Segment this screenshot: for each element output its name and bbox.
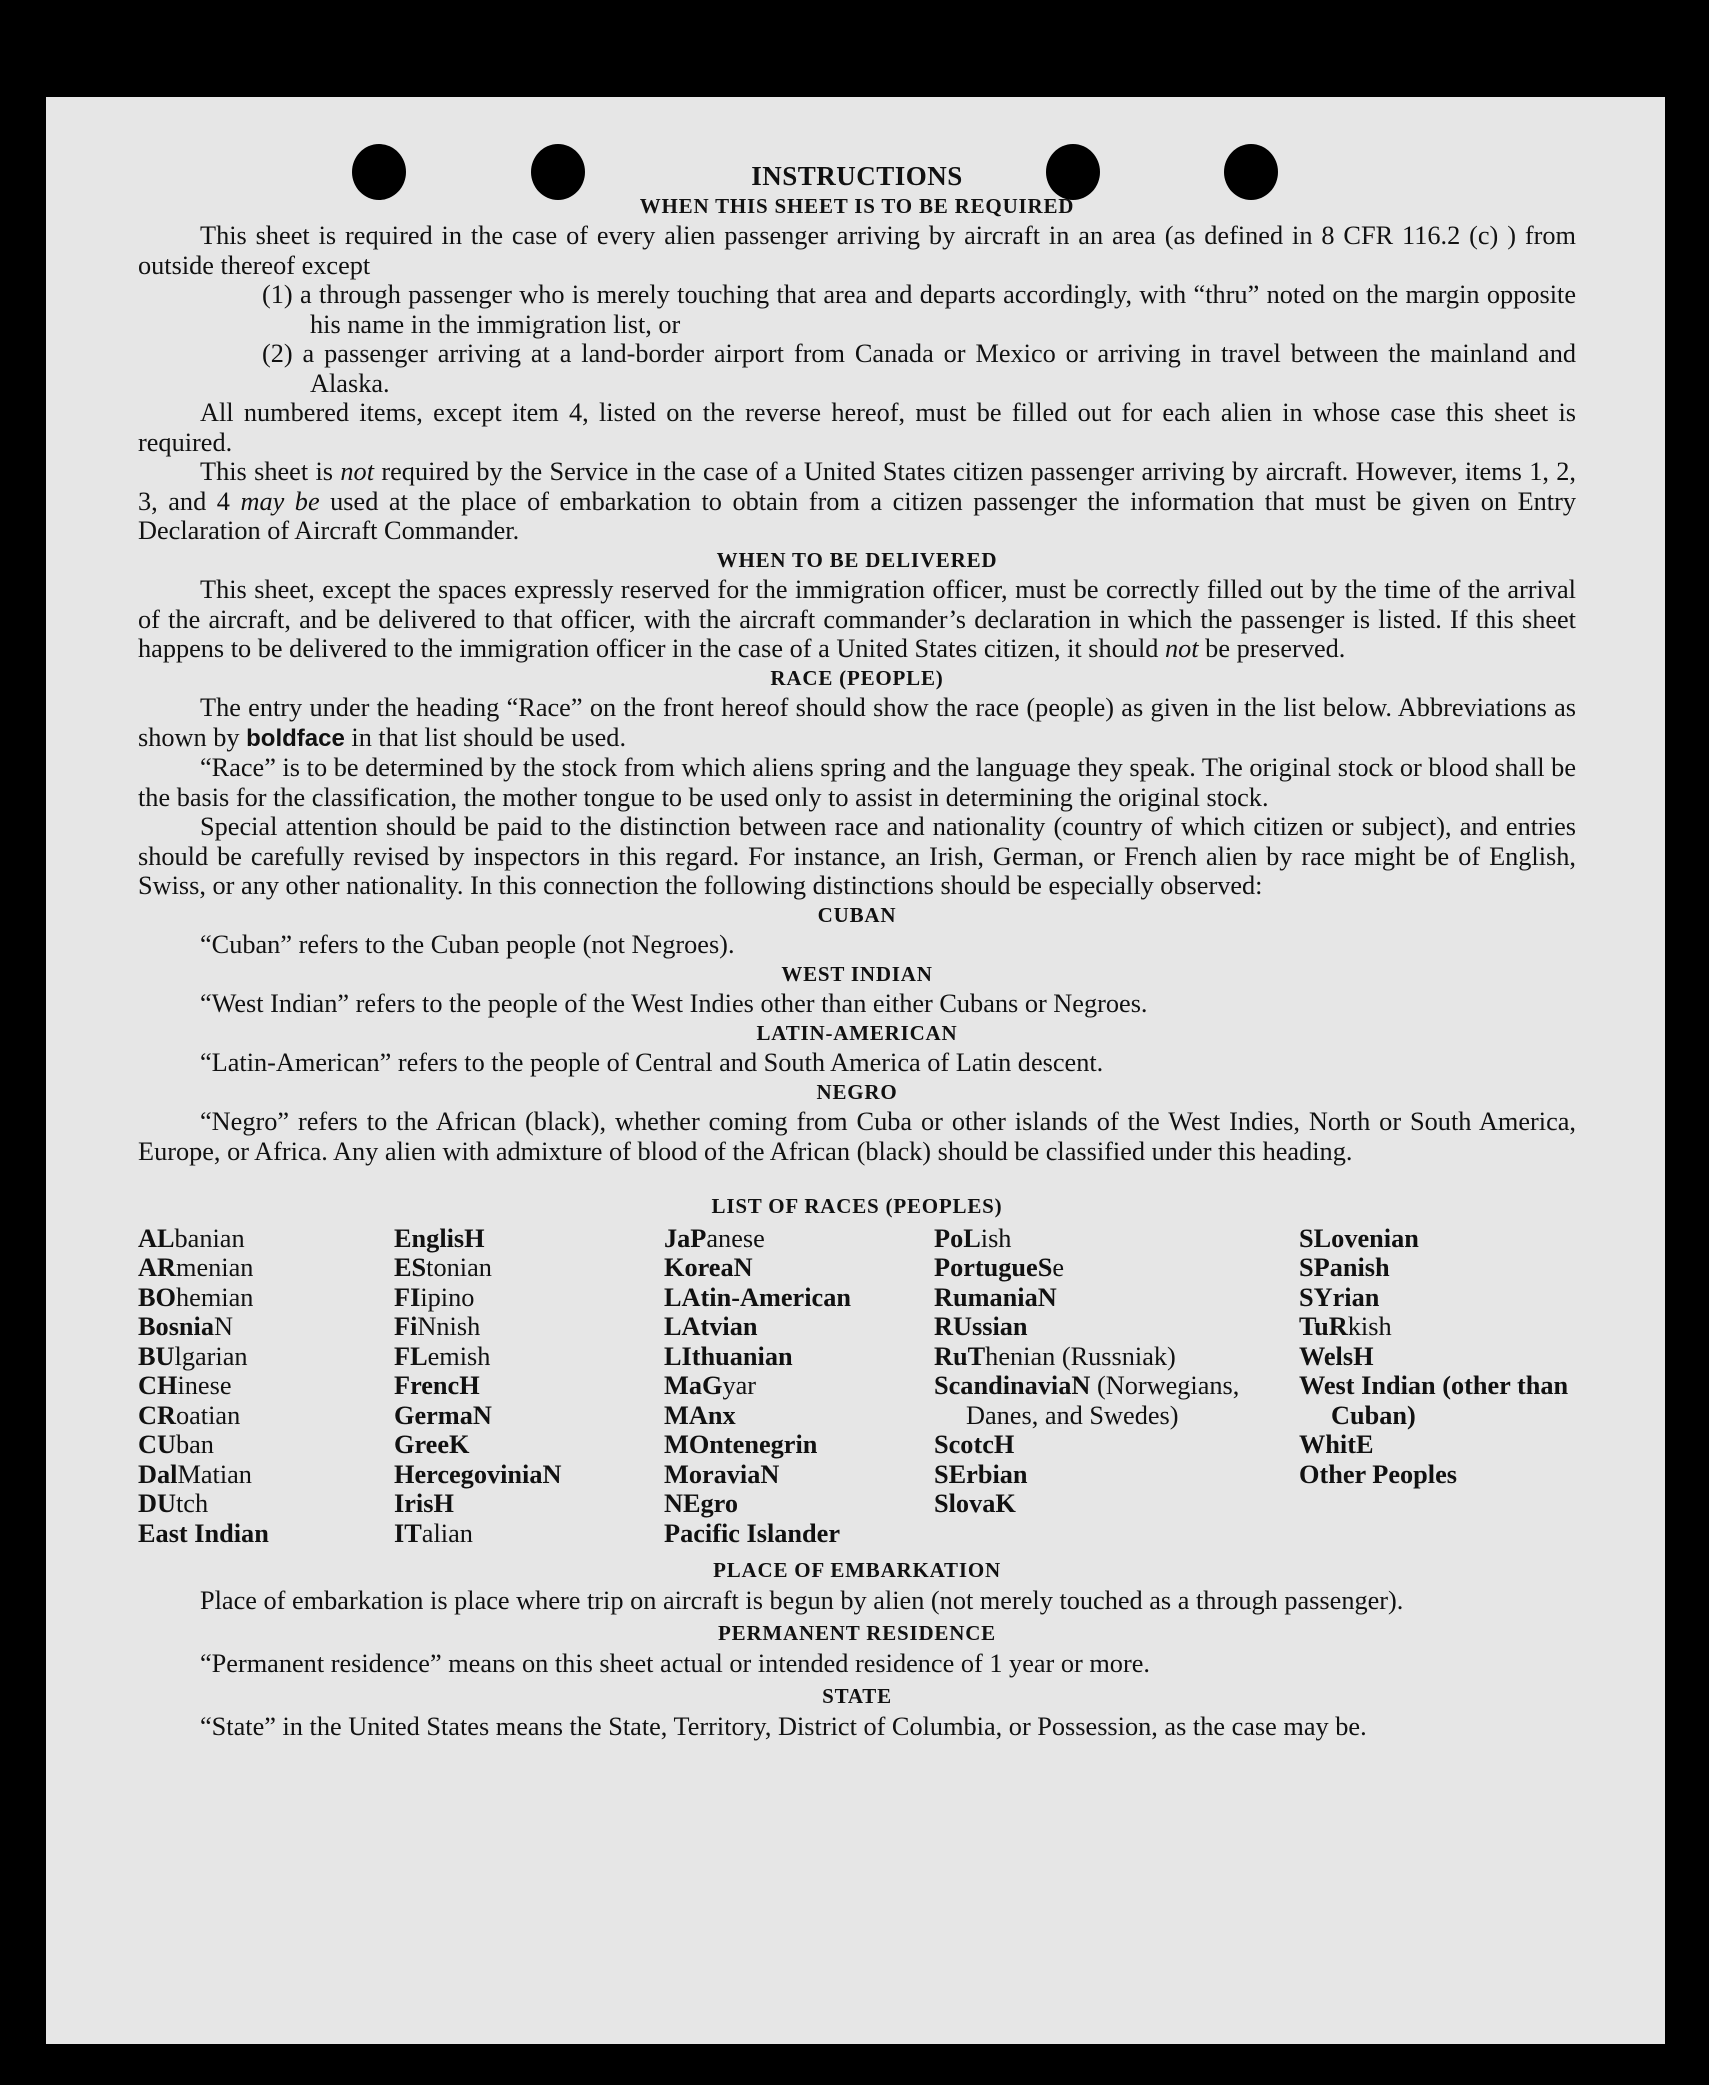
section-head-race: RACE (PEOPLE) [770,665,944,690]
instructions-body [138,162,1576,1741]
race-entry: SErbian [934,1459,1028,1489]
section-head-negro: NEGRO [816,1079,898,1104]
race-entry: MoraviaN [664,1459,780,1489]
paragraph: This sheet is not required by the Service in the case of a United States citizen passenger arriving by aircraft. However, items 1, 2, 3, and 4 may be used at the place of embarkation to obtain from a citizen passenger the information that must be given on Entry Declaration of Aircraft Commander. [138,457,1576,545]
definition-embarkation: Place of embarkation is place where trip on aircraft is begun by alien (not merely touched as a through passenger). [200,1585,1404,1615]
race-entry: BUlgarian [138,1341,248,1371]
race-entry: PoLish [934,1223,1012,1253]
instruction-sheet [46,97,1665,2044]
race-entry: ScotcH [934,1430,1015,1459]
definition-latin-american: “Latin-American” refers to the people of Central and South America of Latin descent. [200,1048,1104,1077]
race-entry: PortugueSe [934,1253,1065,1282]
race-entry: ALbanian [138,1223,245,1253]
races-column [664,1224,934,1549]
race-entry: RumaniaN [934,1282,1057,1312]
races-column [934,1224,1299,1549]
race-entry: JaPanese [664,1223,765,1253]
section-head-embarkation: PLACE OF EMBARKATION [713,1558,1001,1582]
paragraph: The entry under the heading “Race” on the front hereof should show the race (people) as given in the list below. Abbreviations as shown by boldface in that list should be used. [138,693,1576,752]
race-entry: KoreaN [664,1253,753,1282]
race-entry: LAtin-American [664,1282,851,1312]
definition-negro: “Negro” refers to the African (black), whether coming from Cuba or other islands of the West Indies, North or South America, Europe, or Africa. Any alien with admixture of blood of the African (black) should be classified under this heading. [138,1107,1576,1166]
definition-cuban: “Cuban” refers to the Cuban people (not Negroes). [200,930,735,959]
paragraph: All numbered items, except item 4, listed on the reverse hereof, must be filled out for each alien in whose case this sheet is required. [138,398,1576,457]
paragraph: “Race” is to be determined by the stock from which aliens spring and the language they speak. The original stock or blood shall be the basis for the classification, the mother tongue to be used only to assist in determining the original stock. [138,753,1576,812]
race-entry: DUtch [138,1489,209,1518]
section-head-required: WHEN THIS SHEET IS TO BE REQUIRED [639,193,1075,218]
page-title: INSTRUCTIONS [751,161,963,191]
race-entry: EnglisH [394,1223,485,1253]
race-entry: RUssian [934,1312,1028,1341]
section-head-delivered: WHEN TO BE DELIVERED [716,547,998,572]
race-entry: BOhemian [138,1282,254,1312]
race-entry: MAnx [664,1400,736,1430]
definition-state: “State” in the United States means the State, Territory, District of Columbia, or Possession, as the case may be. [200,1711,1367,1741]
race-entry: WelsH [1299,1341,1374,1371]
race-entry: SlovaK [934,1489,1016,1518]
section-head-residence: PERMANENT RESIDENCE [718,1621,996,1645]
race-entry: NEgro [664,1489,739,1518]
race-entry: Pacific Islander [664,1518,841,1548]
race-entry: MaGyar [664,1371,757,1400]
race-entry: FiNnish [394,1312,481,1341]
race-entry: West Indian (other than Cuban) [1299,1371,1569,1430]
race-entry: CHinese [138,1371,232,1400]
race-entry: BosniaN [138,1312,234,1341]
race-entry: ARmenian [138,1253,254,1282]
race-entry: East Indian [138,1518,269,1548]
section-head-races-list: LIST OF RACES (PEOPLES) [711,1194,1003,1218]
races-column [1299,1224,1576,1549]
race-entry: FIipino [394,1282,475,1312]
race-entry: SLovenian [1299,1223,1419,1253]
section-head-latin-american: LATIN-AMERICAN [756,1020,958,1045]
race-entry: LIthuanian [664,1341,793,1371]
race-entry: CUban [138,1430,214,1459]
races-list [138,1224,1576,1549]
race-entry: CRoatian [138,1400,241,1430]
races-column [394,1224,664,1549]
race-entry: FrencH [394,1371,480,1400]
paragraph: This sheet, except the spaces expressly reserved for the immigration officer, must be correctly filled out by the time of the arrival of the aircraft, and be delivered to that officer, with the aircraft commander’s declaration in which the passenger is listed. If this sheet happens to be delivered to the immigration officer in the case of a United States citizen, it should not be preserved. [138,575,1576,663]
race-entry: HercegoviniaN [394,1459,562,1489]
paragraph: This sheet is required in the case of every alien passenger arriving by aircraft in an area (as defined in 8 CFR 116.2 (c) ) from outside thereof except [138,221,1576,280]
race-entry: Other Peoples [1299,1459,1457,1489]
section-head-west-indian: WEST INDIAN [781,961,933,986]
race-entry: RuThenian (Russniak) [934,1341,1176,1371]
race-entry: SPanish [1299,1253,1390,1282]
race-entry: ITalian [394,1518,473,1548]
exception-item-2: (2) a passenger arriving at a land-border airport from Canada or Mexico or arriving in travel between the mainland and Alaska. [262,339,1576,398]
race-entry: GreeK [394,1430,470,1459]
race-entry: LAtvian [664,1312,758,1341]
race-entry: MOntenegrin [664,1430,818,1459]
races-column [138,1224,394,1549]
paragraph: Special attention should be paid to the distinction between race and nationality (country of which citizen or subject), and entries should be carefully revised by inspectors in this regard. For instance, an Irish, German, or French alien by race might be of English, Swiss, or any other nationality. In this connection the following distinctions should be especially observed: [138,812,1576,900]
section-head-state: STATE [822,1684,892,1708]
race-entry: TuRkish [1299,1312,1392,1341]
definition-west-indian: “West Indian” refers to the people of the West Indies other than either Cubans or Negroes. [200,989,1148,1018]
exception-item-1: (1) a through passenger who is merely touching that area and departs accordingly, with “thru” noted on the margin opposite his name in the immigration list, or [262,280,1576,339]
race-entry: DalMatian [138,1459,252,1489]
definition-residence: “Permanent residence” means on this sheet actual or intended residence of 1 year or more. [200,1648,1150,1678]
race-entry: GermaN [394,1400,492,1430]
race-entry: FLemish [394,1341,491,1371]
race-entry: SYrian [1299,1282,1380,1312]
race-entry: ScandinaviaN (Norwegians, Danes, and Swedes) [934,1371,1240,1430]
race-entry: IrisH [394,1489,454,1518]
race-entry: EStonian [394,1253,492,1282]
race-entry: WhitE [1299,1430,1374,1459]
section-head-cuban: CUBAN [817,902,897,927]
